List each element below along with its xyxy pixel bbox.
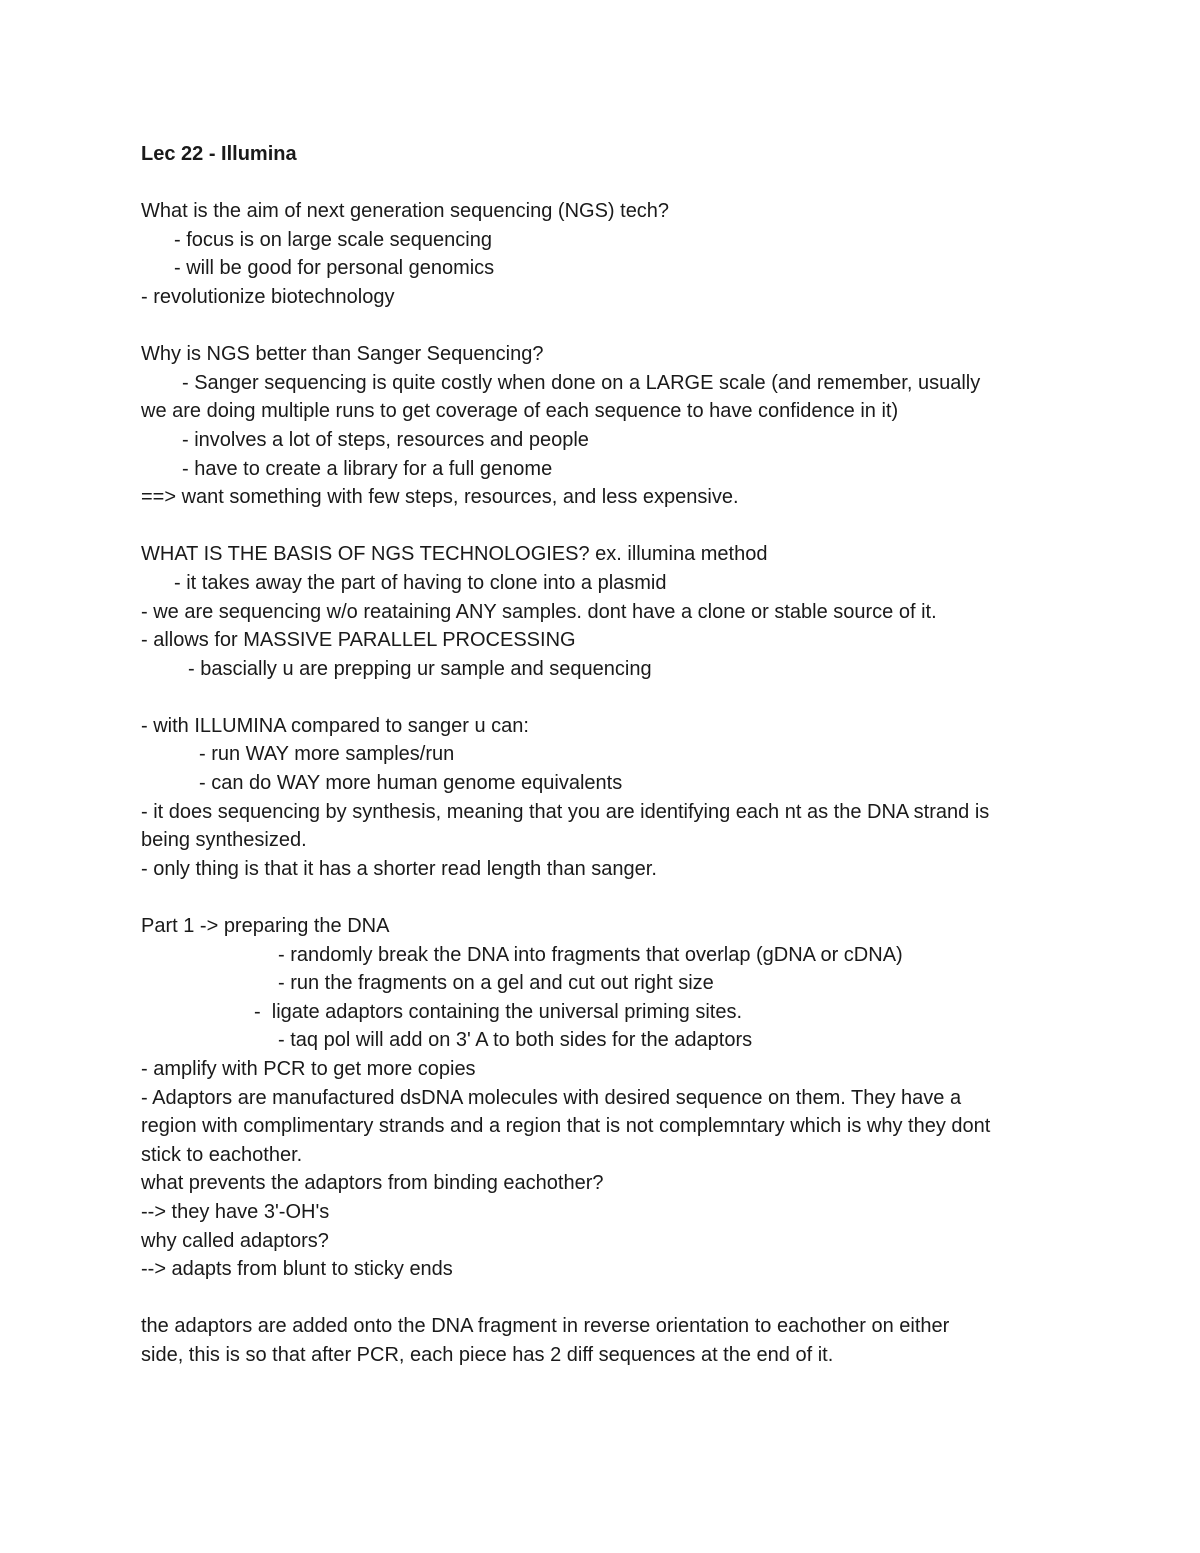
bullet-line: - randomly break the DNA into fragments that overlap (gDNA or cDNA) [278, 943, 903, 966]
question-line: why called adaptors? [141, 1229, 329, 1252]
bullet-line: - taq pol will add on 3' A to both sides for the adaptors [278, 1029, 753, 1052]
bullet-line: - Adaptors are manufactured dsDNA molecules with desired sequence on them. They have a [141, 1086, 962, 1109]
question-line: what prevents the adaptors from binding eachother? [141, 1172, 604, 1195]
document-body [141, 140, 1071, 1370]
spacer [141, 312, 1071, 341]
bullet-line: - with ILLUMINA compared to sanger u can: [141, 714, 529, 737]
bullet-line: - Sanger sequencing is quite costly when done on a LARGE scale (and remember, usually [182, 371, 981, 394]
bullet-line: - can do WAY more human genome equivalents [199, 772, 623, 795]
bullet-line: - it takes away the part of having to clone into a plasmid [174, 571, 667, 594]
bullet-line: - run the fragments on a gel and cut out right size [278, 972, 714, 995]
spacer [141, 512, 1071, 541]
bullet-line: - bascially u are prepping ur sample and sequencing [188, 657, 652, 680]
question-ngs-basis: WHAT IS THE BASIS OF NGS TECHNOLOGIES? ex. illumina method [141, 543, 768, 566]
bullet-line: - revolutionize biotechnology [141, 285, 395, 308]
spacer [141, 169, 1071, 198]
bullet-line: - it does sequencing by synthesis, meaning that you are identifying each nt as the DNA strand is [141, 800, 990, 823]
spacer [141, 883, 1071, 912]
bullet-line: - involves a lot of steps, resources and people [182, 428, 589, 451]
section-heading-part1: Part 1 -> preparing the DNA [141, 915, 390, 938]
bullet-line: - run WAY more samples/run [199, 743, 455, 766]
bullet-line: - we are sequencing w/o reataining ANY samples. dont have a clone or stable source of it. [141, 600, 937, 623]
bullet-line: - will be good for personal genomics [174, 257, 495, 280]
answer-line: --> adapts from blunt to sticky ends [141, 1258, 453, 1281]
question-ngs-vs-sanger: Why is NGS better than Sanger Sequencing? [141, 343, 544, 366]
conclusion-line: ==> want something with few steps, resources, and less expensive. [141, 486, 739, 509]
spacer [141, 1284, 1071, 1313]
bullet-line: - have to create a library for a full genome [182, 457, 553, 480]
document-title: Lec 22 - Illumina [141, 143, 297, 165]
bullet-line: - amplify with PCR to get more copies [141, 1058, 476, 1080]
bullet-line: - allows for MASSIVE PARALLEL PROCESSING [141, 629, 576, 652]
bullet-line: - only thing is that it has a shorter read length than sanger. [141, 857, 657, 880]
bullet-line: - ligate adaptors containing the universal priming sites. [254, 1000, 743, 1023]
bullet-continuation: being synthesized. [141, 829, 307, 852]
bullet-continuation: stick to eachother. [141, 1143, 303, 1166]
spacer [141, 683, 1071, 712]
question-ngs-aim: What is the aim of next generation sequencing (NGS) tech? [141, 200, 670, 223]
bullet-line: - focus is on large scale sequencing [174, 228, 492, 251]
answer-line: --> they have 3'-OH's [141, 1200, 330, 1223]
paragraph-line: side, this is so that after PCR, each piece has 2 diff sequences at the end of it. [141, 1343, 834, 1366]
paragraph-line: the adaptors are added onto the DNA fragment in reverse orientation to eachother on either [141, 1315, 950, 1338]
bullet-continuation: we are doing multiple runs to get coverage of each sequence to have confidence in it) [141, 400, 899, 423]
bullet-continuation: region with complimentary strands and a region that is not complemntary which is why they dont [141, 1115, 991, 1138]
